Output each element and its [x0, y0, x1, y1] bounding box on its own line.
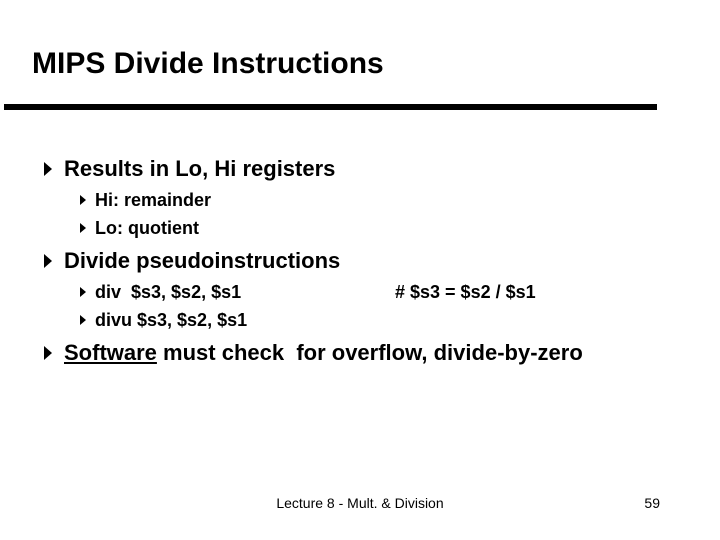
bullet-text: Results in Lo, Hi registers	[64, 156, 336, 181]
underlined-word: Software	[64, 340, 157, 365]
code-text: div $s3, $s2, $s1	[95, 281, 242, 302]
subbullet-div-instruction	[80, 280, 241, 304]
bullet-arrow-icon	[80, 223, 86, 233]
slide-title: MIPS Divide Instructions	[32, 47, 384, 80]
bullet-text: must check for overflow, divide-by-zero	[156, 340, 583, 365]
code-text: divu $s3, $s2, $s1	[95, 309, 248, 330]
bullet-arrow-icon	[44, 254, 52, 268]
slide-footer: Lecture 8 - Mult. & Division	[276, 495, 444, 511]
bullet-arrow-icon	[80, 195, 86, 205]
bullet-text: Hi: remainder	[95, 189, 212, 210]
title-divider	[4, 104, 657, 110]
page-number: 59	[644, 495, 660, 511]
bullet-text: Lo: quotient	[95, 217, 199, 238]
subbullet-divu-instruction	[80, 308, 247, 332]
bullet-results-registers	[44, 154, 335, 184]
subbullet-lo-quotient	[80, 216, 199, 240]
bullet-software-checks	[44, 338, 583, 368]
bullet-divide-pseudoinstructions	[44, 246, 340, 276]
bullet-arrow-icon	[44, 346, 52, 360]
code-comment: # $s3 = $s2 / $s1	[395, 282, 536, 302]
bullet-arrow-icon	[80, 315, 86, 325]
subbullet-hi-remainder	[80, 188, 211, 212]
bullet-arrow-icon	[44, 162, 52, 176]
bullet-text: Divide pseudoinstructions	[64, 248, 341, 273]
bullet-arrow-icon	[80, 287, 86, 297]
